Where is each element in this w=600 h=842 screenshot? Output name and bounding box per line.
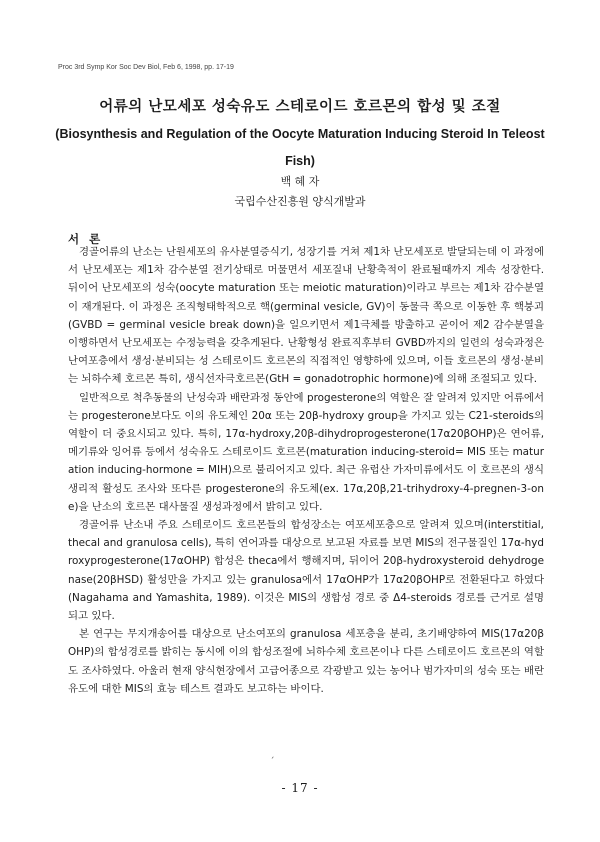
- page-number: - 17 -: [281, 781, 319, 795]
- paragraph-1: 경골어류의 난소는 난원세포의 유사분열증식기, 성장기를 거쳐 제1차 난모세포로 발달되는데 이 과정에서 난모세포는 제1차 감수분열 전기상태로 머물면서 세포질내 난황축적이 완료될때까지 계속 성장한다. 뒤이어 난모세포의 성숙(oocyte maturation 또는 meiotic maturation)이라고 부르는 제1차 감수분열이 재개된다. 이 과정은 조직형태학적으로 핵(germinal vesicle, GV)이 동물극 쪽으로 이동한 후 핵붕괴(GVBD = germinal vesicle break down)을 일으키면서 제1극체를 방출하고 곧이어 제2 감수분열을 이행하면서 난모세포는 수정능력을 갖추게된다. 난황형성 완료직후부터 GVBD까지의 일련의 성숙과정은 난여포층에서 생성·분비되는 성 스테로이드 호르몬의 직접적인 영향하에 있으며, 이들 호르몬의 생성·분비는 뇌하수체 호르몬 특히, 생식선자극호르몬(GtH = gonadotrophic hormone)에 의해 조절되고 있다.: [68, 246, 544, 386]
- stray-mark: ˊ: [270, 757, 275, 767]
- author-affiliation: 국립수산진흥원 양식개발과: [234, 195, 366, 208]
- introduction-body: [68, 243, 544, 698]
- title-korean: 어류의 난모세포 성숙유도 스테로이드 호르몬의 합성 및 조절: [99, 99, 501, 115]
- author-name: 백 혜 자: [280, 175, 320, 188]
- section-heading-introduction: 서 론: [68, 232, 104, 246]
- paragraph-2: 일반적으로 척추동물의 난성숙과 배란과정 동안에 progesterone의 역할은 잘 알려져 있지만 어류에서는 progesterone보다도 이의 유도체인 20α 또는 20β-hydroxy group을 가지고 있는 C21-steroids의 역할이 더 중요시되고 있다. 특히, 17α-hydroxy,20β-dihydroprogesterone(17α20βOHP)은 연어류, 메기류와 잉어류 등에서 성숙유도 스테로이드 호르몬(maturation inducing-steroid= MIS 또는 maturation inducing-hormone = MIH)으로 불리어지고 있다. 최근 유럽산 가자미류에서도 이 호르몬의 생식생리적 활성도 조사와 또다른 progesterone의 유도체(ex. 17α,20β,21-trihydroxy-4-pregnen-3-one)을 난소의 호르몬 대사물질 생성과정에서 밝히고 있다.: [68, 391, 544, 513]
- journal-citation: Proc 3rd Symp Kor Soc Dev Biol, Feb 6, 1998, pp. 17-19: [58, 64, 234, 71]
- paragraph-3: 경골어류 난소내 주요 스테로이드 호르몬들의 합성장소는 여포세포층으로 알려져 있으며(interstitial, thecal and granulosa cells), 특히 연어과를 대상으로 보고된 자료를 보면 MIS의 전구물질인 17α-hydroxyprogesterone(17αOHP) 합성은 theca에서 행해지며, 뒤이어 20β-hydroxysteroid dehydrogenase(20βHSD) 활성만을 가지고 있는 granulosa에서 17αOHP가 17α20βOHP로 전환된다고 하였다(Nagahama and Yamashita, 1989). 이것은 MIS의 생합성 경로 중 Δ4-steroids 경로를 근거로 설명되고 있다.: [68, 519, 544, 623]
- paragraph-4: 본 연구는 무지개송어를 대상으로 난소여포의 granulosa 세포층을 분리, 초기배양하여 MIS(17α20βOHP)의 합성경로를 밝히는 동시에 이의 합성조절에 뇌하수체 호르몬이나 다른 스테로이드 호르몬의 역할도 조사하였다. 아울러 현재 양식현장에서 고급어종으로 각광받고 있는 농어나 범가자미의 성숙 또는 배란유도에 대한 MIS의 효능 테스트 결과도 보고하는 바이다.: [68, 628, 544, 695]
- title-english: (Biosynthesis and Regulation of the Oocyte Maturation Inducing Steroid In Teleost Fish): [55, 127, 545, 168]
